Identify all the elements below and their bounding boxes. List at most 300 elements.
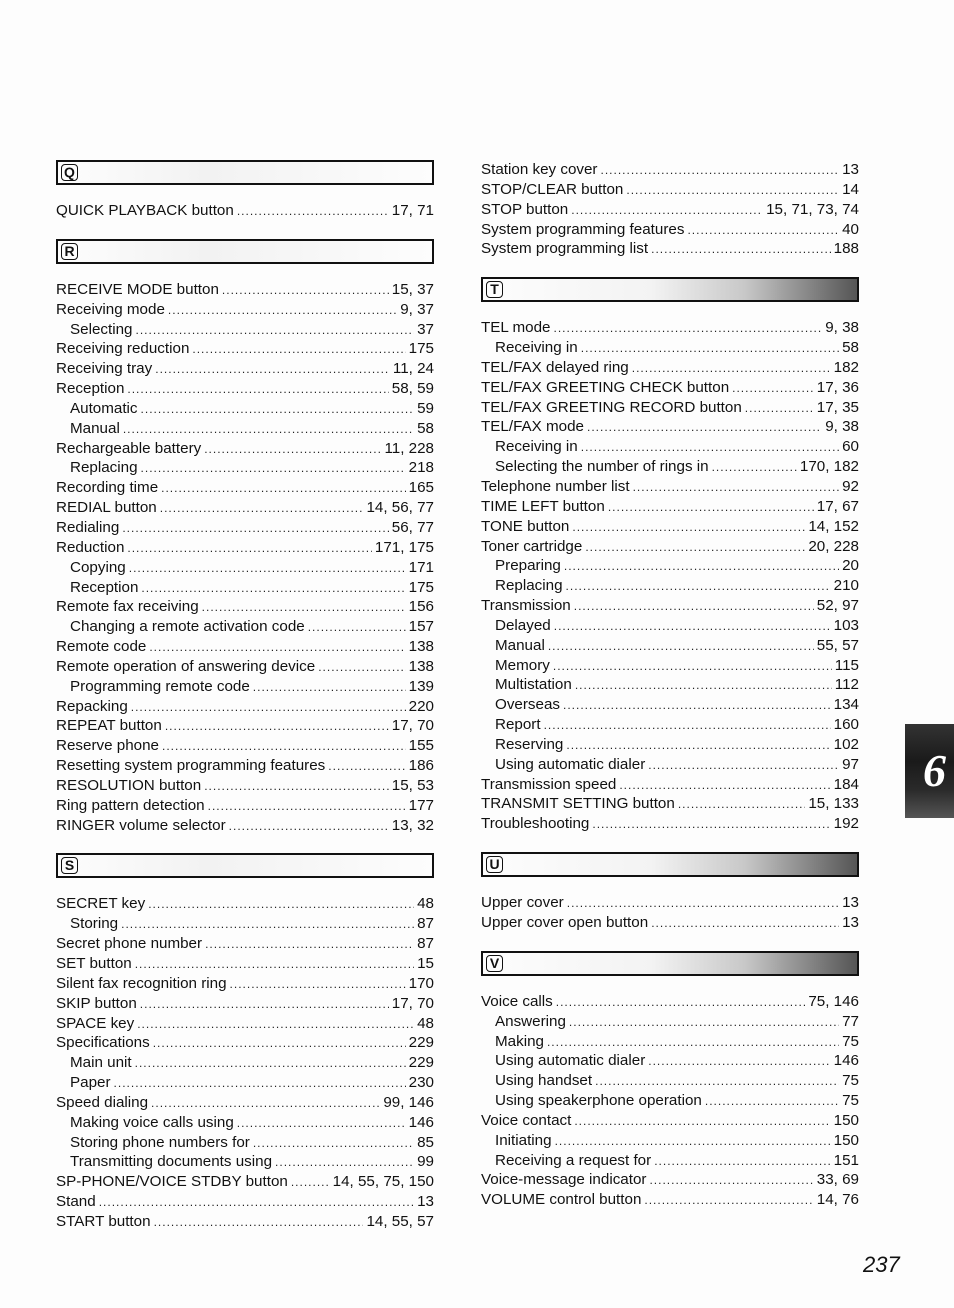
index-entry [481,220,859,240]
entry-pages: 15, 37 [391,280,434,298]
entry-label: Remote code [56,638,147,656]
entry-label: Transmission [481,597,571,615]
entry-pages: 14, 152 [808,517,859,535]
dot-leader [592,815,830,834]
index-entry [481,794,859,814]
entry-label: Remote operation of answering device [56,657,316,675]
entry-label: Telephone number list [481,477,630,495]
entry-label: Using automatic dialer [495,1052,646,1070]
index-entry [56,320,434,340]
entry-pages: 99, 146 [383,1093,434,1111]
index-entry [56,1172,434,1192]
entry-label: Upper cover open button [481,914,649,931]
dot-leader [712,458,797,477]
dot-leader [127,380,388,399]
dot-leader [566,577,831,596]
entry-label: TEL/FAX GREETING RECORD button [481,398,742,416]
dot-leader [168,301,397,320]
dot-leader [151,1094,380,1113]
dot-leader [237,1114,406,1133]
index-entry [56,677,434,697]
dot-leader [572,518,805,537]
entry-pages: 13, 32 [391,816,434,834]
entry-pages: 14, 55, 75, 150 [332,1173,434,1191]
index-entry [56,1152,434,1172]
index-section [481,834,859,933]
entry-pages: 157 [408,618,434,636]
dot-leader [141,400,415,419]
entry-pages: 75 [842,1072,859,1090]
entry-label: Troubleshooting [481,815,590,833]
dot-leader [165,717,389,736]
entry-label: Main unit [70,1054,132,1072]
dot-leader [633,478,840,497]
entry-label: Paper [70,1074,111,1092]
index-entry [56,776,434,796]
entry-label: SKIP button [56,994,137,1012]
index-entry [481,775,859,795]
entry-label: Delayed [495,616,551,634]
index-entry [481,1032,859,1052]
index-entry [481,358,859,378]
entry-label: Speed dialing [56,1093,149,1111]
index-entry [481,378,859,398]
index-column-right [481,160,859,1210]
dot-leader [131,698,406,717]
entry-label: Rechargeable battery [56,439,202,457]
entry-pages: 17, 71 [391,202,434,219]
entry-pages: 171 [408,558,434,576]
entry-pages: 97 [842,755,859,773]
dot-leader [253,678,406,697]
entry-pages: 48 [417,1014,434,1032]
index-entry [56,637,434,657]
dot-leader [566,736,830,755]
index-entry [56,1014,434,1034]
dot-leader [153,1034,406,1053]
section-letter: U [486,856,503,873]
index-entry [56,894,434,914]
entry-pages: 60 [842,438,859,456]
section-letter: S [61,857,78,874]
entry-pages: 15, 71, 73, 74 [766,200,859,218]
index-entry [481,457,859,477]
index-entry [481,735,859,755]
dot-leader [149,638,405,657]
index-entry [481,338,859,358]
entry-label: Voice-message indicator [481,1171,647,1189]
index-entry [481,239,859,259]
dot-leader [154,1213,364,1232]
section-letter: R [61,243,78,260]
dot-leader [587,418,822,437]
index-entry [481,616,859,636]
index-entry [56,498,434,518]
index-entry [481,1051,859,1071]
entry-pages: 15 [417,955,434,972]
entry-label: Answering [495,1012,566,1030]
index-entry [481,675,859,695]
section-header [481,852,859,877]
index-entry [56,617,434,637]
index-entry [56,697,434,717]
entry-label: Transmitting documents using [70,1153,273,1171]
dot-leader [121,915,414,934]
entry-label: TEL/FAX delayed ring [481,358,629,376]
dot-leader [123,420,414,439]
index-section [56,221,434,836]
entry-pages: 11, 228 [384,439,434,457]
entry-label: System programming features [481,220,685,238]
dot-leader [574,597,814,616]
dot-leader [654,1152,830,1171]
entry-label: Reserve phone [56,737,160,755]
entry-pages: 112 [834,676,859,694]
dot-leader [222,281,389,300]
dot-leader [141,579,405,598]
entry-pages: 99 [417,1153,434,1171]
entry-pages: 156 [408,598,434,616]
entry-label: Manual [70,419,120,437]
entry-label: Receiving in [495,438,578,456]
index-entry [56,1133,434,1153]
dot-leader [705,1092,839,1111]
index-entry [56,1093,434,1113]
index-entry [481,417,859,437]
index-entry [481,1131,859,1151]
entry-pages: 13 [842,914,859,931]
entry-pages: 175 [408,340,434,358]
section-letter: T [486,281,503,298]
index-entry [56,1113,434,1133]
entry-pages: 92 [842,477,859,495]
dot-leader [581,438,839,457]
entry-label: TIME LEFT button [481,497,605,515]
entry-pages: 146 [833,1052,859,1070]
entry-label: REDIAL button [56,499,157,517]
index-section [56,835,434,1231]
dot-leader [556,993,806,1012]
entry-label: Replacing [70,459,138,477]
entry-label: Using automatic dialer [495,755,646,773]
section-header [56,160,434,185]
dot-leader [595,1072,839,1091]
entry-label: Programming remote code [70,677,250,695]
dot-leader [554,319,823,338]
index-entry [481,576,859,596]
index-entry [481,1071,859,1091]
entry-label: Automatic [70,399,138,417]
index-entry [481,160,859,180]
index-entry [56,558,434,578]
entry-label: Receiving tray [56,360,153,378]
entry-label: Copying [70,558,126,576]
entry-pages: 138 [408,657,434,675]
entry-label: Changing a remote activation code [70,618,305,636]
index-section [56,160,434,221]
dot-leader [122,519,388,538]
index-entry [481,537,859,557]
entry-label: SPACE key [56,1014,135,1032]
dot-leader [141,459,406,478]
entry-pages: 188 [833,240,859,258]
index-entry [56,458,434,478]
dot-leader [135,321,414,340]
entry-pages: 37 [417,320,434,338]
dot-leader [575,676,832,695]
dot-leader [230,975,406,994]
index-entry [56,1053,434,1073]
dot-leader [563,696,831,715]
index-entry [481,1091,859,1111]
dot-leader [619,776,830,795]
entry-pages: 182 [833,358,859,376]
entry-label: Resetting system programming features [56,757,326,775]
entry-label: Storing [70,915,119,933]
index-entry [56,934,434,954]
dot-leader [745,399,814,418]
dot-leader [129,559,406,578]
entry-pages: 150 [833,1111,859,1129]
dot-leader [237,202,389,221]
index-column-left [56,160,434,1232]
dot-leader [581,339,839,358]
entry-pages: 75 [842,1032,859,1050]
entry-label: TONE button [481,517,570,535]
entry-pages: 56, 77 [391,518,434,536]
index-entry [56,518,434,538]
entry-label: Recording time [56,479,159,497]
index-entry [481,1190,859,1210]
entry-pages: 17, 35 [816,398,859,416]
index-entry [481,636,859,656]
index-entry [56,974,434,994]
entry-label: Reception [56,380,125,398]
chapter-tab-marker: 6 [905,724,954,818]
dot-leader [114,1074,406,1093]
entry-label: SET button [56,955,132,972]
entry-pages: 134 [833,696,859,714]
entry-pages: 151 [833,1151,859,1169]
entry-pages: 150 [833,1131,859,1149]
entry-pages: 75, 146 [808,992,859,1010]
dot-leader [155,360,390,379]
entry-label: System programming list [481,240,649,258]
index-entry [56,657,434,677]
dot-leader [555,1132,831,1151]
entry-label: Receiving in [495,339,578,357]
entry-pages: 229 [408,1034,434,1052]
dot-leader [229,817,389,836]
entry-label: Memory [495,656,550,674]
entry-label: Selecting the number of rings in [495,458,709,476]
index-entry [56,1073,434,1093]
entry-label: STOP button [481,200,569,218]
entry-label: Receiving reduction [56,340,190,358]
entry-label: Making [495,1032,544,1050]
entry-label: REPEAT button [56,717,162,735]
index-entry [481,398,859,418]
entry-pages: 55, 57 [816,636,859,654]
entry-label: TEL mode [481,319,551,337]
entry-label: TRANSMIT SETTING button [481,795,675,813]
entry-pages: 171, 175 [374,538,434,556]
index-entry [481,437,859,457]
entry-pages: 14, 56, 77 [366,499,434,517]
entry-pages: 13 [842,894,859,912]
entry-pages: 20, 228 [808,537,859,555]
entry-pages: 17, 70 [391,717,434,735]
dot-leader [564,557,839,576]
entry-pages: 146 [408,1113,434,1131]
dot-leader [632,359,831,378]
dot-leader [644,1191,813,1210]
index-entry [481,1012,859,1032]
entry-label: Upper cover [481,894,564,912]
section-header [481,951,859,976]
dot-leader [192,340,405,359]
entry-label: VOLUME control button [481,1191,642,1209]
entry-pages: 17, 36 [816,378,859,396]
index-entry [56,597,434,617]
index-entry [481,517,859,537]
dot-leader [648,756,839,775]
entry-label: Stand [56,1193,96,1211]
dot-leader [148,895,414,914]
dot-leader [202,598,406,617]
entry-pages: 165 [408,479,434,497]
entry-pages: 17, 67 [816,497,859,515]
index-entry [481,893,859,913]
dot-leader [544,716,831,735]
index-entry [56,280,434,300]
index-entry [481,556,859,576]
index-entry [56,359,434,379]
entry-pages: 40 [842,220,859,238]
index-entry [56,379,434,399]
entry-pages: 75 [842,1092,859,1110]
dot-leader [308,618,406,637]
entry-label: Voice contact [481,1111,572,1129]
dot-leader [608,498,814,517]
dot-leader [548,637,814,656]
index-entry [56,914,434,934]
entry-pages: 186 [408,757,434,775]
index-entry [56,1192,434,1212]
index-entry [56,756,434,776]
index-entry [56,419,434,439]
dot-leader [161,479,406,498]
entry-label: Preparing [495,557,561,575]
dot-leader [574,1112,830,1131]
index-entry [481,318,859,338]
dot-leader [648,1052,830,1071]
entry-pages: 177 [408,796,434,814]
dot-leader [204,440,381,459]
entry-label: RESOLUTION button [56,776,202,794]
dot-leader [328,757,405,776]
dot-leader [275,1153,414,1172]
dot-leader [208,797,406,816]
index-entry [56,478,434,498]
index-entry [56,439,434,459]
entry-label: Overseas [495,696,560,714]
entry-pages: 102 [833,735,859,753]
index-entry [56,578,434,598]
dot-leader [569,1013,839,1032]
entry-label: Receiving a request for [495,1151,652,1169]
section-header [56,853,434,878]
entry-label: STOP/CLEAR button [481,180,624,198]
entry-pages: 15, 53 [391,776,434,794]
entry-label: Reduction [56,538,125,556]
entry-label: Redialing [56,518,120,536]
entry-label: Station key cover [481,161,598,178]
entry-pages: 14, 55, 57 [366,1212,434,1230]
entry-label: Specifications [56,1034,150,1052]
entry-pages: 58 [417,419,434,437]
entry-label: RECEIVE MODE button [56,280,219,298]
entry-label: RINGER volume selector [56,816,226,834]
dot-leader [99,1193,414,1212]
entry-pages: 103 [833,616,859,634]
entry-pages: 9, 38 [825,418,859,436]
index-entry [56,796,434,816]
dot-leader [162,737,406,756]
entry-label: Toner cartridge [481,537,583,555]
dot-leader [205,935,414,954]
dot-leader [601,161,840,180]
entry-label: Manual [495,636,545,654]
entry-pages: 210 [833,577,859,595]
entry-pages: 13 [842,161,859,178]
entry-label: Using handset [495,1072,593,1090]
dot-leader [554,617,831,636]
entry-pages: 115 [834,656,859,674]
entry-label: Remote fax receiving [56,598,199,616]
dot-leader [291,1173,330,1192]
dot-leader [253,1134,414,1153]
entry-label: Storing phone numbers for [70,1133,250,1151]
entry-pages: 160 [833,716,859,734]
index-section [481,160,859,259]
entry-pages: 33, 69 [816,1171,859,1189]
entry-label: TEL/FAX mode [481,418,584,436]
entry-pages: 229 [408,1054,434,1072]
dot-leader [204,777,389,796]
index-entry [481,715,859,735]
index-entry [481,1111,859,1131]
dot-leader [135,1054,406,1073]
index-entry [56,339,434,359]
entry-pages: 14, 76 [816,1191,859,1209]
entry-pages: 175 [408,578,434,596]
entry-label: Multistation [495,676,572,694]
entry-pages: 58 [842,339,859,357]
index-entry [481,656,859,676]
index-entry [56,816,434,836]
dot-leader [687,221,839,240]
index-entry [56,954,434,974]
entry-label: Voice calls [481,992,553,1010]
dot-leader [553,657,832,676]
entry-pages: 11, 24 [392,360,434,378]
section-header [56,239,434,264]
section-letter: Q [61,164,78,181]
entry-pages: 192 [833,815,859,833]
entry-label: Making voice calls using [70,1113,234,1131]
index-entry [56,399,434,419]
